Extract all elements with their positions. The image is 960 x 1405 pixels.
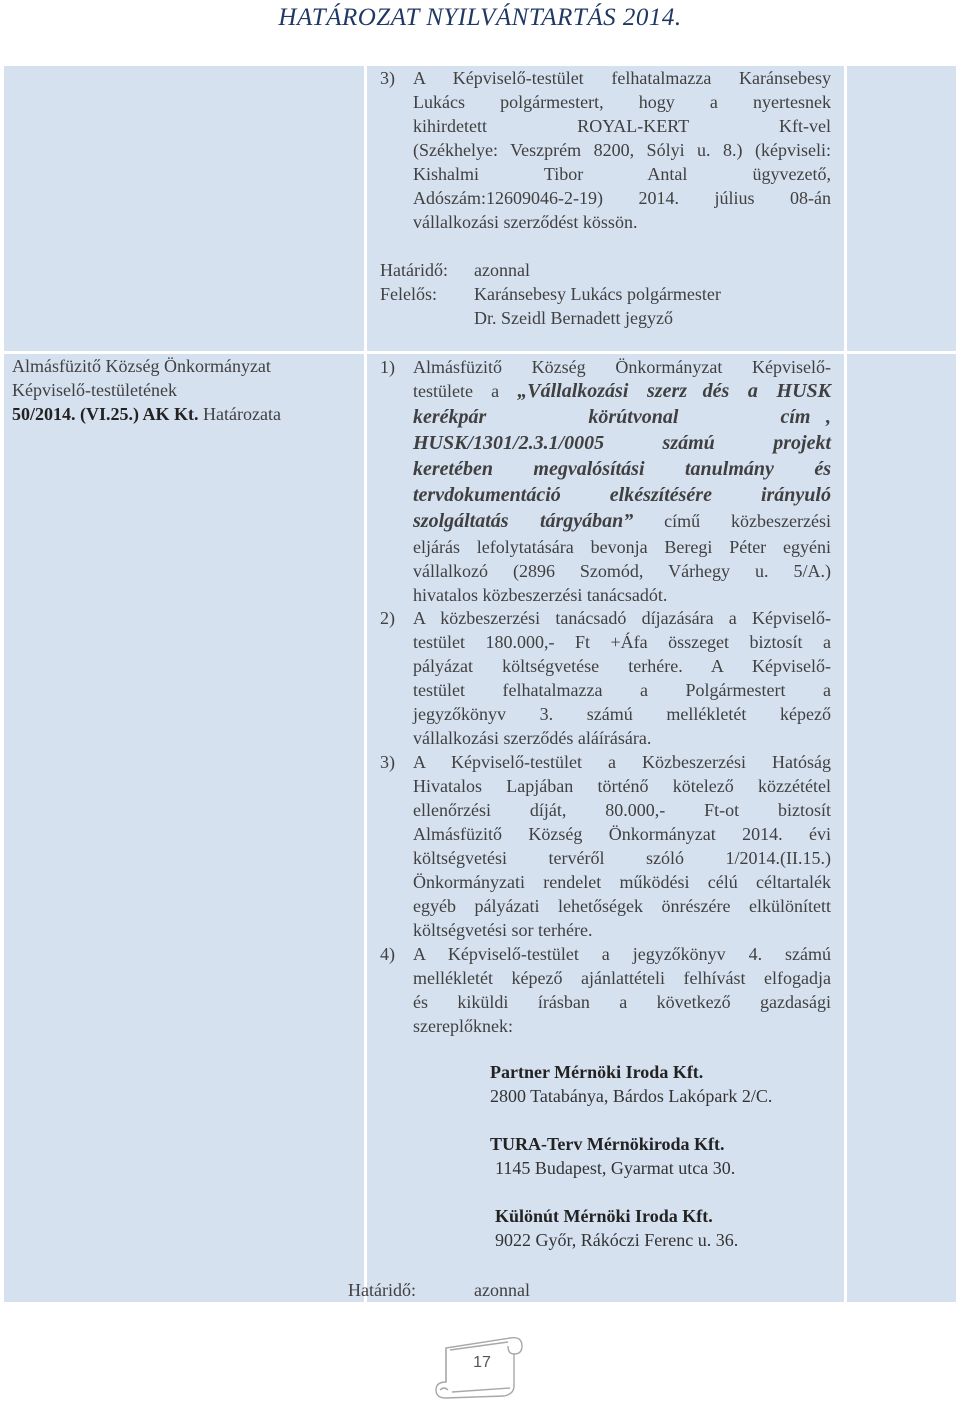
- text-line: Almásfüzitő Község Önkormányzat 2014. évi: [413, 824, 831, 844]
- text-line: kerékpár körútvonal cím ,: [413, 406, 831, 428]
- text-line: A Képviselő-testület felhatalmazza Karánsebesy: [413, 68, 831, 88]
- text-line: [413, 379, 831, 405]
- bottom-item-3: [413, 750, 831, 942]
- deadline-value: azonnal: [474, 260, 530, 280]
- company-name: Partner Mérnöki Iroda Kft.: [490, 1062, 704, 1082]
- text-line: (Székhelye: Veszprém 8200, Sólyi u. 8.) (képviseli:: [413, 140, 831, 160]
- top-item-3: [413, 66, 831, 234]
- table-cell-bottom-right: [847, 354, 956, 1302]
- text-line: költségvetési sor terhére.: [413, 920, 593, 940]
- page-number-scroll: [432, 1330, 528, 1402]
- responsible-label: Felelős:: [380, 284, 437, 304]
- text-line: [413, 509, 831, 535]
- item-number: 4): [380, 944, 395, 964]
- text-line: vállalkozó (2896 Szomód, Várhegy u. 5/A.): [413, 561, 831, 581]
- text-line: HUSK/1301/2.3.1/0005 számú projekt: [413, 432, 831, 454]
- text-line: tervdokumentáció elkészítésére irányuló: [413, 484, 831, 506]
- item-number: 3): [380, 752, 395, 772]
- text-line: A Képviselő-testület a jegyzőkönyv 4. számú: [413, 944, 831, 964]
- text-line: A közbeszerzési tanácsadó díjazására a Képviselő-: [413, 608, 831, 628]
- responsible-mayor: Karánsebesy Lukács polgármester: [474, 284, 721, 304]
- resolution-line-1: Almásfüzitő Község Önkormányzat: [12, 356, 271, 376]
- company-entry: [490, 1060, 772, 1108]
- text-segment: című közbeszerzési: [633, 511, 831, 531]
- text-segment: testülete a: [413, 381, 518, 401]
- text-line: Hivatalos Lapjában történő kötelező közzététel: [413, 776, 831, 796]
- page-header-title: HATÁROZAT NYILVÁNTARTÁS 2014.: [278, 4, 682, 31]
- bottom-item-4: [413, 942, 831, 1038]
- company-address: 1145 Budapest, Gyarmat utca 30.: [495, 1158, 736, 1178]
- text-line: Almásfüzitő Község Önkormányzat Képviselő-: [413, 357, 831, 377]
- resolution-number-bold: 50/2014. (VI.25.) AK Kt.: [12, 404, 199, 424]
- text-line: Önkormányzati rendelet működési célú céltartalék: [413, 872, 831, 892]
- text-line: és kiküldi írásban a következő gazdasági: [413, 992, 831, 1012]
- text-line: testület felhatalmazza a Polgármestert a: [413, 680, 831, 700]
- text-line: A Képviselő-testület a Közbeszerzési Hatóság: [413, 752, 831, 772]
- text-line: testület 180.000,- Ft +Áfa összeget biztosít a: [413, 632, 831, 652]
- page-number: 17: [473, 1354, 491, 1371]
- item-number: 2): [380, 608, 395, 628]
- text-line: Kishalmi Tibor Antal ügyvezető,: [413, 164, 831, 184]
- text-line: pályázat költségvetése terhére. A Képviselő-: [413, 656, 831, 676]
- text-line: egyéb pályázati lehetőségek önrészére elkülönített: [413, 896, 831, 916]
- company-name: TURA-Terv Mérnökiroda Kft.: [490, 1134, 725, 1154]
- item-number: 3): [380, 68, 395, 88]
- deadline-value: azonnal: [474, 1280, 530, 1300]
- company-entry: [495, 1204, 738, 1252]
- bottom-item-2: [413, 606, 831, 750]
- text-line: Lukács polgármestert, hogy a nyertesnek: [413, 92, 831, 112]
- table-cell-top-left: [4, 66, 364, 351]
- text-line: jegyzőkönyv 3. számú mellékletét képező: [413, 704, 831, 724]
- deadline-label: Határidő:: [348, 1280, 416, 1300]
- text-line: vállalkozási szerződés aláírására.: [413, 728, 652, 748]
- text-line: hivatalos közbeszerzési tanácsadót.: [413, 585, 668, 605]
- text-segment-italic: „Vállalkozási szerz dés a HUSK: [517, 380, 831, 402]
- text-segment-italic: szolgáltatás tárgyában”: [413, 510, 634, 532]
- text-line: vállalkozási szerződést kössön.: [413, 212, 638, 232]
- table-cell-bottom-left: [4, 354, 364, 1302]
- bottom-item-1: [413, 355, 831, 607]
- text-line: eljárás lefolytatására bevonja Beregi Péter egyéni: [413, 537, 831, 557]
- text-line: keretében megvalósítási tanulmány és: [413, 458, 831, 480]
- text-line: költségvetési tervéről szóló 1/2014.(II.15.): [413, 848, 831, 868]
- text-line: kihirdetett ROYAL-KERT Kft-vel: [413, 116, 831, 136]
- item-number: 1): [380, 357, 395, 377]
- company-entry: [490, 1132, 735, 1180]
- table-cell-top-right: [847, 66, 956, 351]
- text-line: Adószám:12609046-2-19) 2014. július 08-án: [413, 188, 831, 208]
- responsible-notary: Dr. Szeidl Bernadett jegyző: [474, 308, 673, 328]
- resolution-line-2: Képviselő-testületének: [12, 380, 177, 400]
- company-name: Különút Mérnöki Iroda Kft.: [495, 1206, 713, 1226]
- text-line: mellékletét képező ajánlattételi felhívást elfogadja: [413, 968, 831, 988]
- resolution-number: [12, 402, 281, 426]
- text-line: szereplőknek:: [413, 1016, 513, 1036]
- company-address: 2800 Tatabánya, Bárdos Lakópark 2/C.: [490, 1086, 773, 1106]
- company-address: 9022 Győr, Rákóczi Ferenc u. 36.: [495, 1230, 739, 1250]
- text-line: ellenőrzési díját, 80.000,- Ft-ot biztosít: [413, 800, 831, 820]
- resolution-number-suffix: Határozata: [198, 404, 281, 424]
- deadline-label: Határidő:: [380, 260, 448, 280]
